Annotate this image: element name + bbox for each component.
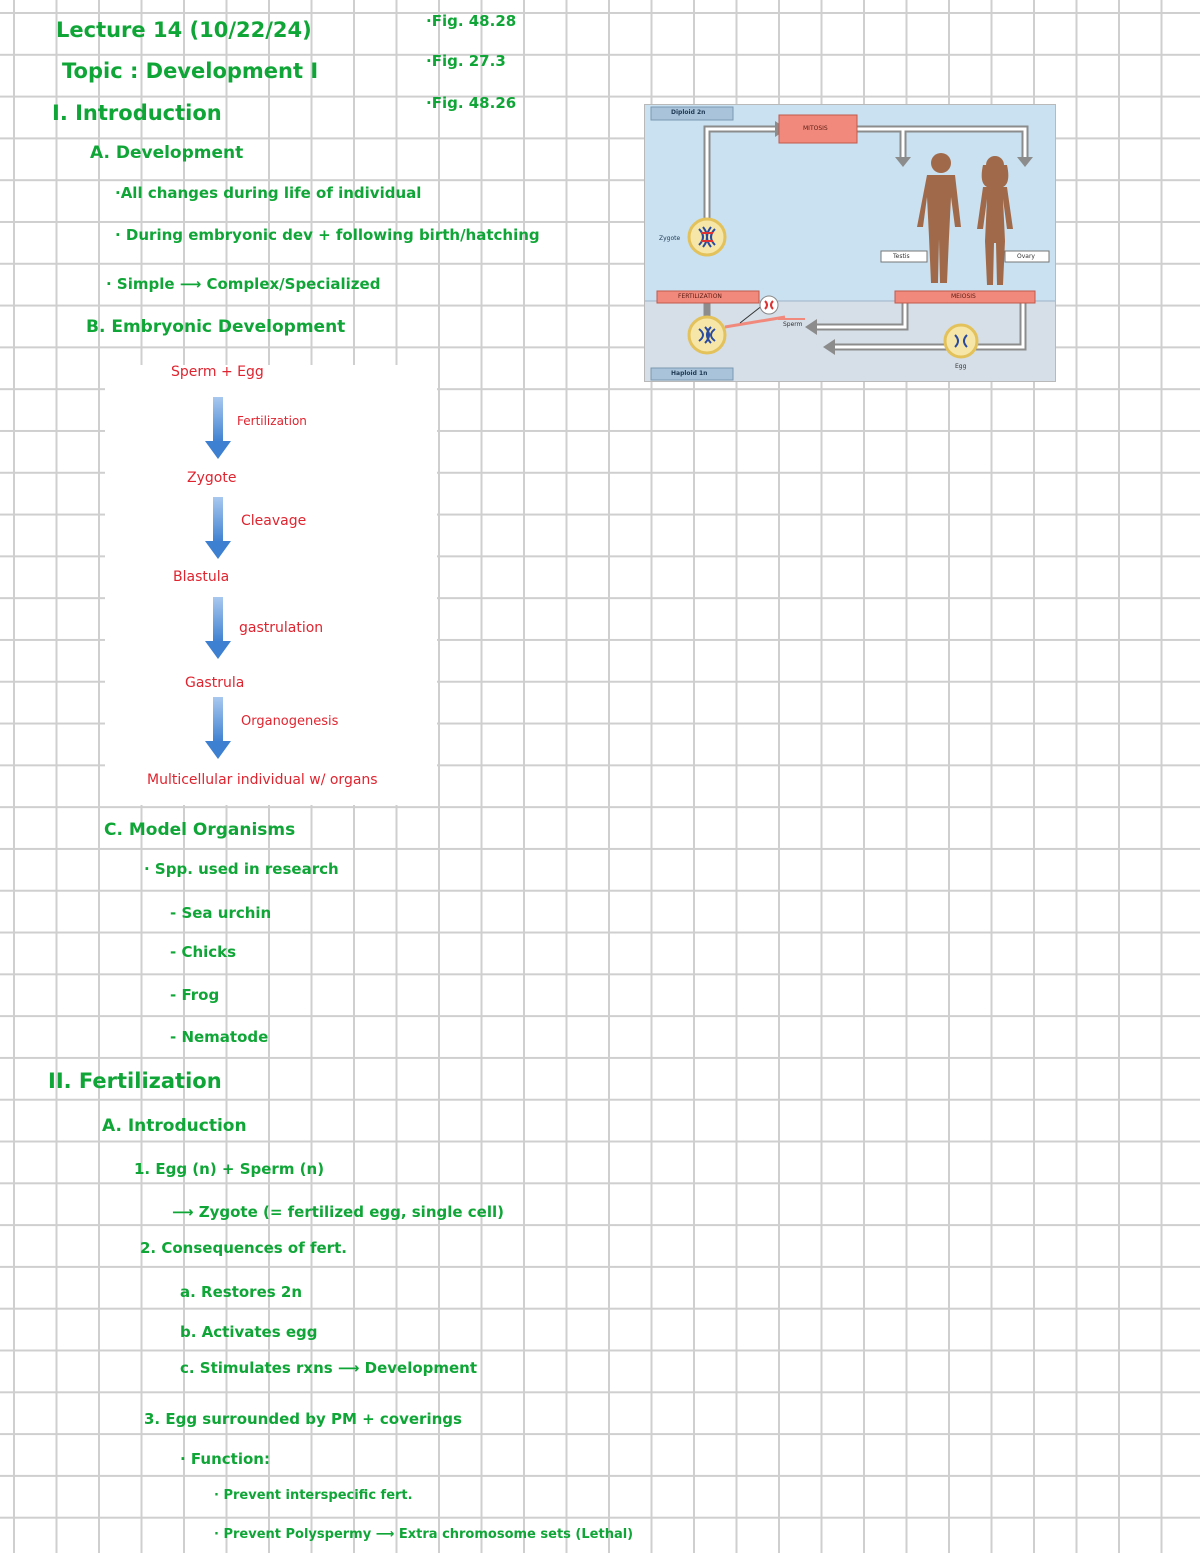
diploid-label: Diploid 2n — [671, 109, 706, 116]
meiosis-label: MEIOSIS — [951, 293, 976, 300]
section-2-item-1-result: ⟶ Zygote (= fertilized egg, single cell) — [172, 1203, 504, 1221]
section-2-item-3: 3. Egg surrounded by PM + coverings — [144, 1410, 462, 1428]
flow-step-gastrulation: gastrulation — [239, 620, 324, 636]
function-label: · Function: — [180, 1450, 270, 1468]
flow-stage-gastrula: Gastrula — [185, 675, 245, 691]
section-2-item-2: 2. Consequences of fert. — [140, 1239, 347, 1257]
flow-end-label: Multicellular individual w/ organs — [147, 772, 378, 788]
life-cycle-figure — [644, 104, 1056, 382]
function-item-2: · Prevent Polyspermy ⟶ Extra chromosome sets (Lethal) — [214, 1527, 634, 1542]
egg-label: Egg — [955, 363, 967, 370]
flow-step-cleavage: Cleavage — [241, 513, 307, 529]
model-organism-2: - Chicks — [170, 943, 237, 961]
zygote-cell-icon — [689, 219, 725, 255]
fig-ref-2: ·Fig. 27.3 — [426, 52, 506, 70]
fig-ref-3: ·Fig. 48.26 — [426, 94, 517, 112]
model-organism-3: - Frog — [170, 986, 220, 1004]
section-2-item-2c: c. Stimulates rxns ⟶ Development — [180, 1359, 478, 1377]
flow-arrow-1 — [205, 397, 231, 459]
zygote-label: Zygote — [659, 235, 681, 242]
model-organism-1: - Sea urchin — [170, 904, 272, 922]
section-2-item-2b: b. Activates egg — [180, 1323, 318, 1341]
section-1a-bullet-1: ·All changes during life of individual — [115, 184, 422, 202]
section-1b-heading: B. Embryonic Development — [86, 317, 346, 337]
model-organism-4: - Nematode — [170, 1028, 269, 1046]
section-2-heading: II. Fertilization — [48, 1069, 222, 1093]
mitosis-label: MITOSIS — [803, 125, 828, 132]
life-cycle-diagram — [645, 105, 1055, 381]
sperm-label: Sperm — [783, 321, 803, 328]
section-1a-bullet-2: · During embryonic dev + following birth/hatching — [115, 226, 540, 244]
section-1a-heading: A. Development — [90, 143, 244, 163]
section-1a-bullet-3: · Simple ⟶ Complex/Specialized — [106, 275, 381, 293]
flow-step-organogenesis: Organogenesis — [241, 714, 339, 729]
lecture-title: Lecture 14 (10/22/24) — [56, 18, 312, 42]
haploid-label: Haploid 1n — [671, 370, 708, 377]
flow-arrow-3 — [205, 597, 231, 659]
section-2a-heading: A. Introduction — [102, 1116, 247, 1136]
testis-label: Testis — [893, 253, 910, 260]
flow-stage-blastula: Blastula — [173, 569, 230, 585]
topic-title: Topic : Development I — [62, 59, 319, 83]
flow-step-fertilization: Fertilization — [237, 414, 307, 428]
egg-cell-icon — [945, 325, 977, 357]
flow-stage-zygote: Zygote — [187, 470, 237, 486]
section-2-item-1: 1. Egg (n) + Sperm (n) — [134, 1160, 325, 1178]
flow-start-label: Sperm + Egg — [171, 364, 264, 380]
ovary-label: Ovary — [1017, 253, 1035, 260]
flow-arrow-4 — [205, 697, 231, 759]
section-2-item-2a: a. Restores 2n — [180, 1283, 303, 1301]
embryonic-flow-chart — [105, 365, 437, 805]
function-item-1: · Prevent interspecific fert. — [214, 1488, 413, 1503]
section-1-heading: I. Introduction — [52, 101, 222, 125]
section-1c-heading: C. Model Organisms — [104, 820, 296, 840]
flow-arrow-2 — [205, 497, 231, 559]
section-1c-bullet: · Spp. used in research — [144, 860, 339, 878]
fertilization-label: FERTILIZATION — [678, 293, 722, 300]
fig-ref-1: ·Fig. 48.28 — [426, 12, 517, 30]
